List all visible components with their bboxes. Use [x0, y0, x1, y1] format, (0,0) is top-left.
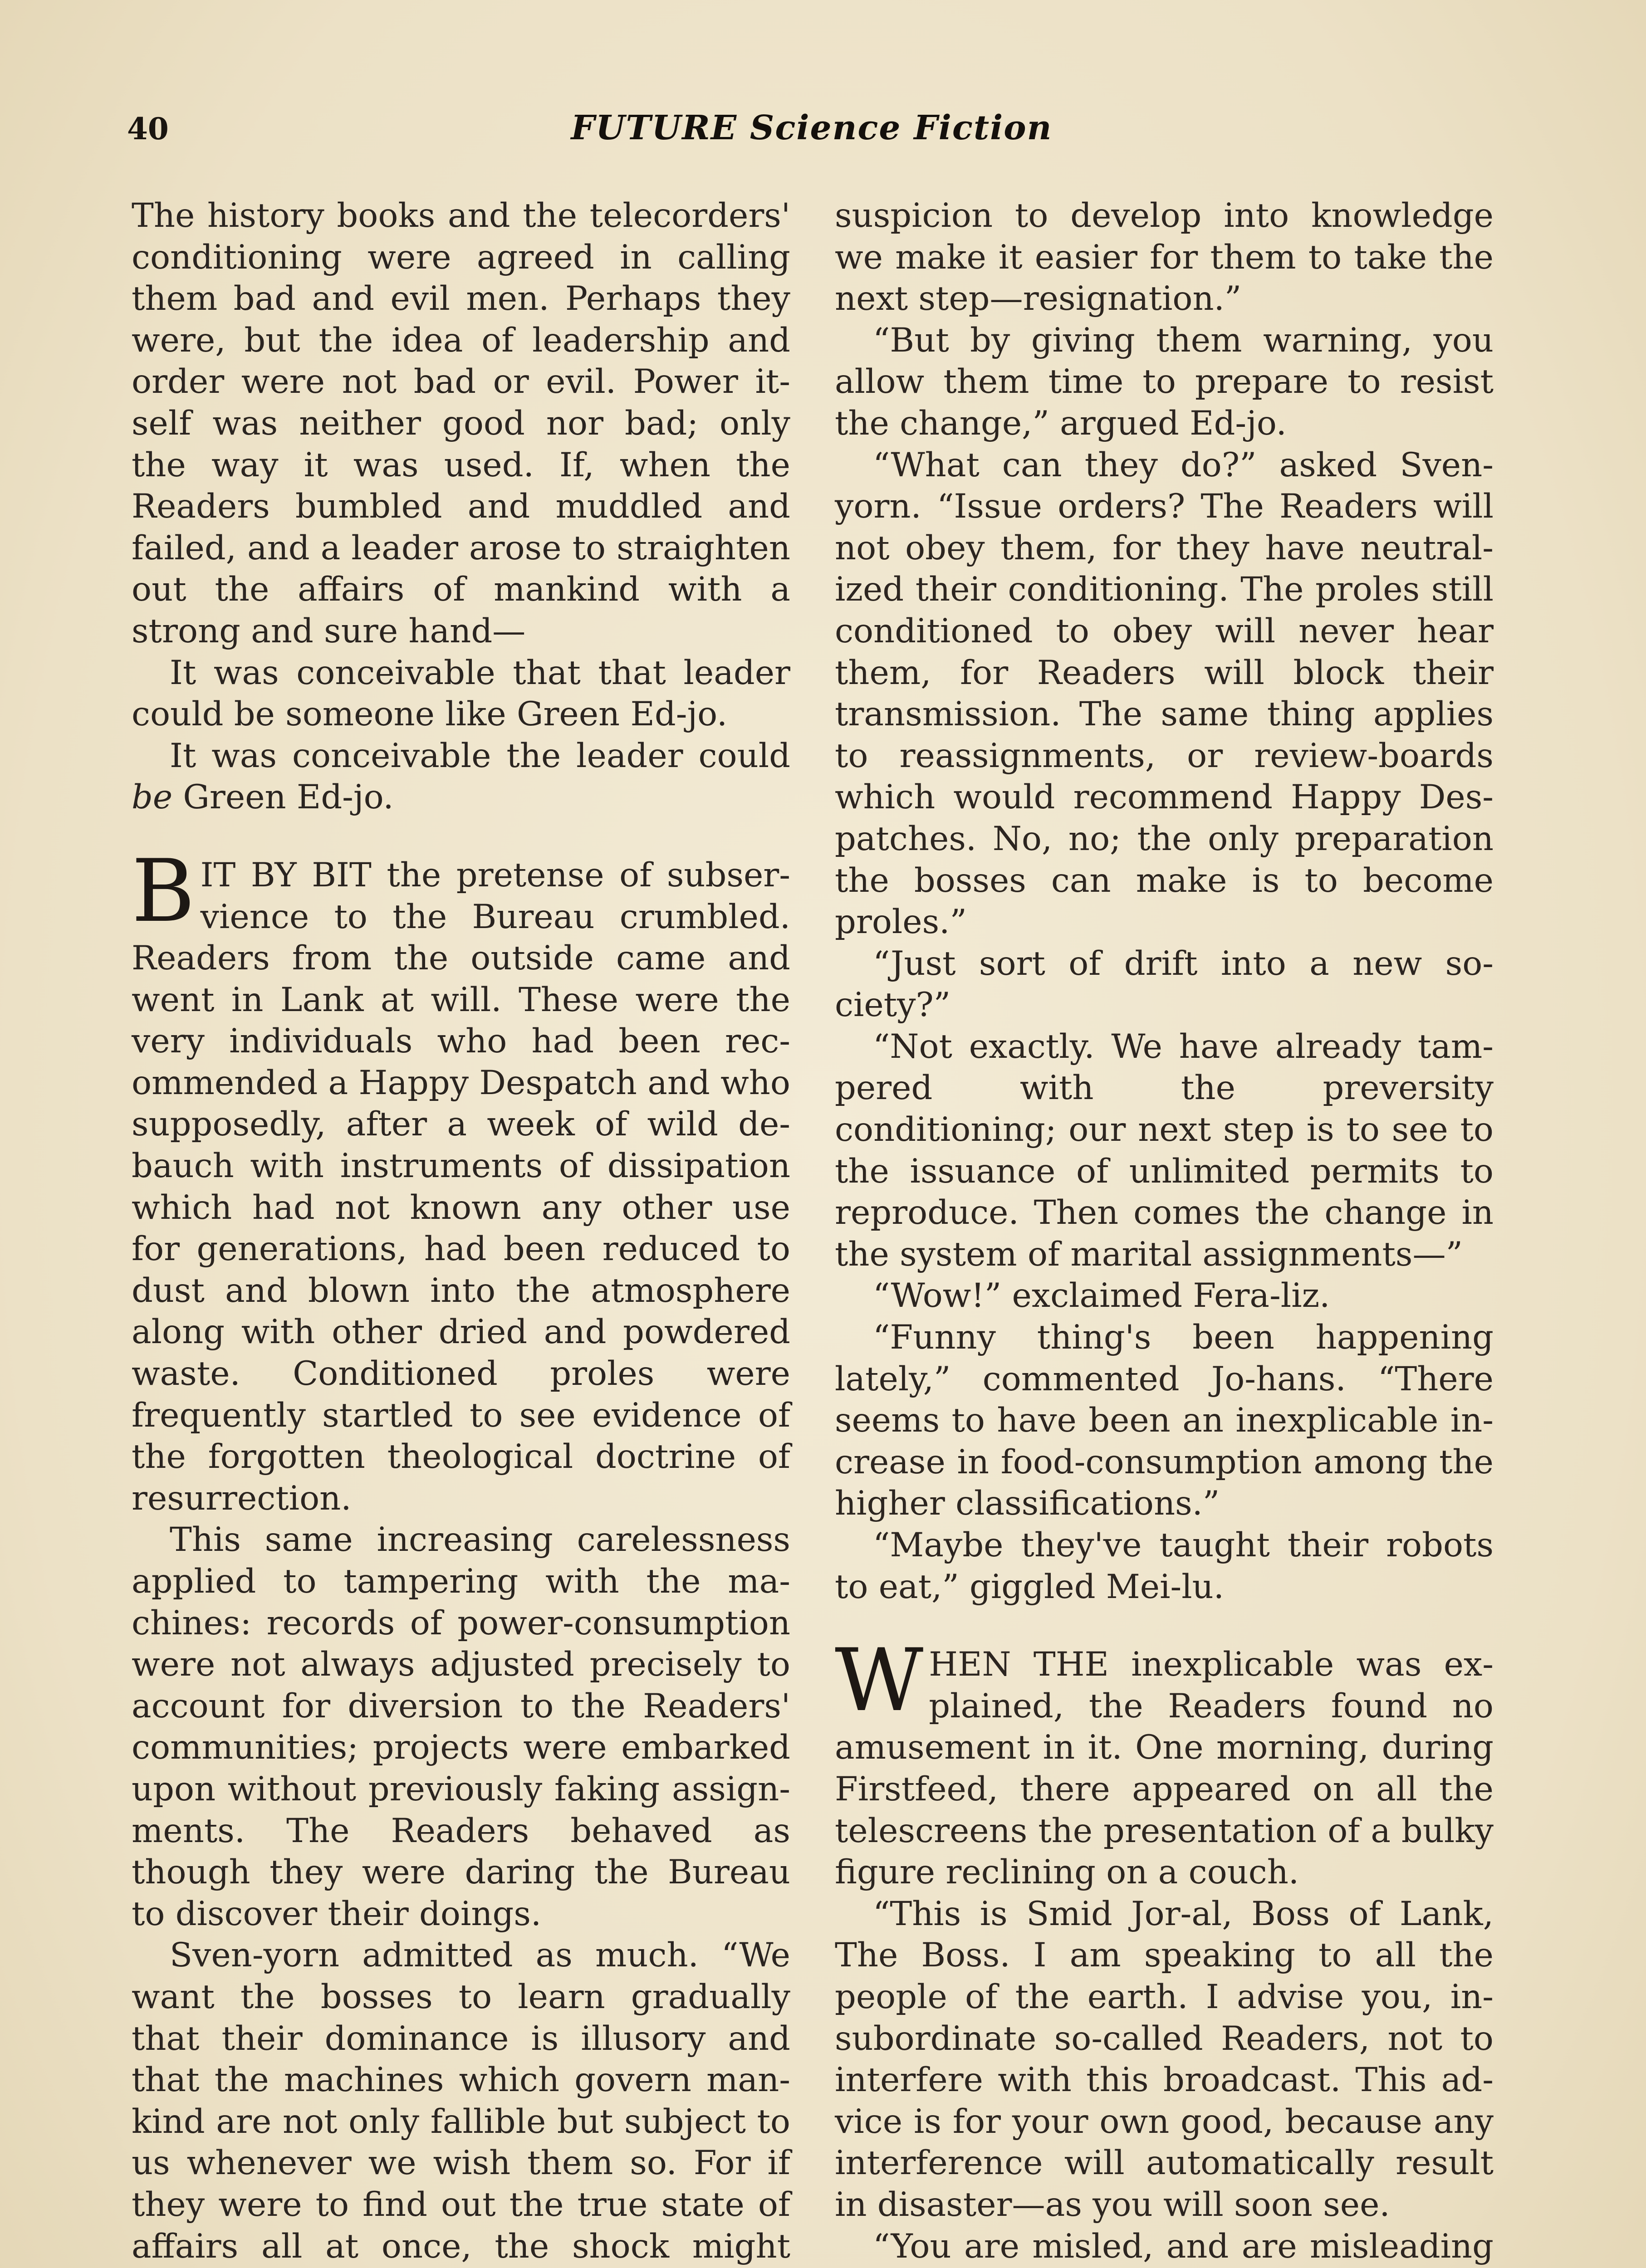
paragraph: “Funny thing's been happening lately,” commented Jo-hans. “There seems to have been an inexplicable increase in food-consumption among the higher classifications.”: [835, 1318, 1494, 1523]
paragraph: “What can they do?” asked Svenyorn. “Issue orders? The Readers will not obey them, for they have neutralized their conditioning. The proles still conditioned to obey will never hear them, for Readers will block their transmission. The same thing applies to reassignments, or review-boards which would recommend Happy Despatches. No, no; the only preparation the bosses can make is to become proles.”: [835, 445, 1494, 942]
paragraph: “Not exactly. We have already tampered with the preversity conditioning; our next step is to see to the issuance of unlimited permits to reproduce. Then comes the change in the system of marital assignments—”: [835, 1027, 1494, 1274]
left-column: [132, 195, 790, 2268]
right-column: [835, 195, 1494, 2268]
emphasis: be: [132, 778, 173, 817]
paragraph: It was conceivable that that leader could be someone like Green Ed-jo.: [132, 653, 790, 734]
paragraph: It was conceivable the leader could be Green Ed-jo.: [132, 736, 790, 817]
paragraph: The history books and the telecorders' conditioning were agreed in calling them bad and evil men. Perhaps they were, but the idea of leadership and order were not bad or evil. Power itself was neither good nor bad; only the way it was used. If, when the Readers bumbled and muddled and failed, and a leader arose to straighten out the affairs of mankind with a strong and sure hand—: [132, 196, 790, 650]
page-header: [127, 108, 1496, 161]
paragraph: “Maybe they've taught their robots to eat,” giggled Mei-lu.: [835, 1526, 1494, 1606]
section-opening-paragraph: BIT BY BIT the pretense of subservience to the Bureau crumbled. Readers from the outside came and went in Lank at will. These were the very individuals who had been recommended a Happy Despatch and who supposedly, after a week of wild debauch with instruments of dissipation which had not known any other use for generations, had been reduced to dust and blown into the atmosphere along with other dried and powdered waste. Conditioned proles were frequently startled to see evidence of the forgotten theological doctrine of resurrection.: [132, 841, 790, 1518]
paragraph: “You are misled, and are misleading: [873, 2227, 1494, 2266]
paragraph: This same increasing carelessness applied to tampering with the machines: records of power-consumption were not always adjusted precisely to account for diversion to the Readers' communities; projects were embarked upon without previously faking assignments. The Readers behaved as though they were daring the Bureau to discover their doings.: [132, 1520, 790, 1933]
paragraph: “This is Smid Jor-al, Boss of Lank, The Boss. I am speaking to all the people of the earth. I advise you, insubordinate so-called Readers, not to interfere with this broadcast. This advice is for your own good, because any interference will automatically result in disaster—as you will soon see.: [835, 1894, 1494, 2224]
paragraph: “Just sort of drift into a new society?”: [835, 944, 1494, 1025]
paragraph: “Wow!” exclaimed Fera-liz.: [873, 1276, 1330, 1315]
drop-cap: W: [835, 1630, 924, 1731]
paragraph: Sven-yorn admitted as much. “We want the bosses to learn gradually that their dominance is illusory and that the machines which govern mankind are not only fallible but subject to us whenever we wish them so. For if they were to find out the true state of affairs all at once, the shock might: [132, 1936, 790, 2266]
page-number: 40: [127, 111, 169, 147]
paragraph: “But by giving them warning, you allow them time to prepare to resist the change,” argued Ed-jo.: [835, 321, 1494, 443]
running-head: FUTURE Science Fiction: [571, 108, 1053, 147]
paragraph: suspicion to develop into knowledge we make it easier for them to take the next step—resignation.”: [835, 196, 1494, 318]
section-opening-paragraph: WHEN THE inexplicable was explained, the Readers found no amusement in it. One morning, during Firstfeed, there appeared on all the telescreens the presentation of a bulky figure reclining on a couch.: [835, 1630, 1494, 1892]
drop-cap: B: [132, 841, 195, 941]
